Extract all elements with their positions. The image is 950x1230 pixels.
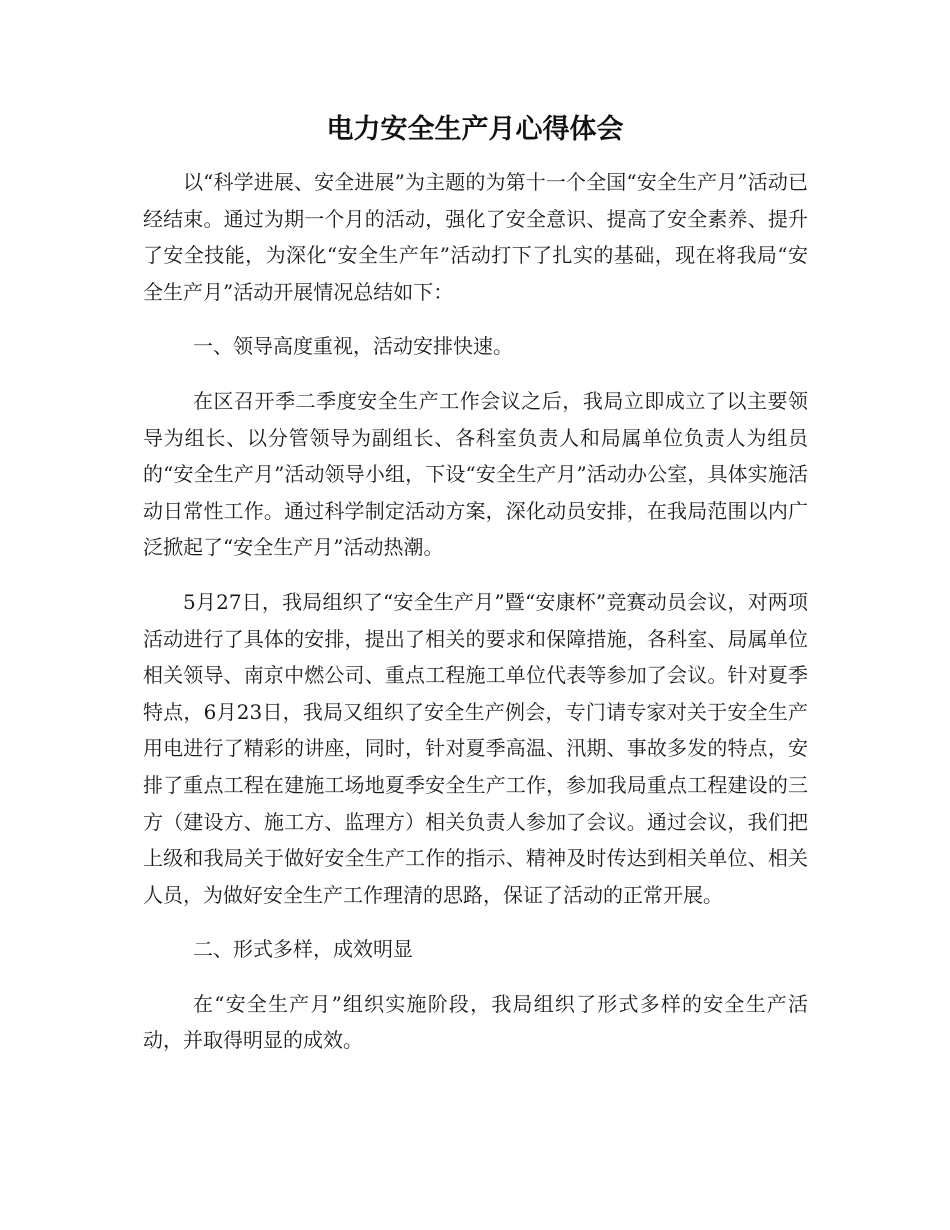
section-heading-2: 二、形式多样，成效明显 bbox=[193, 937, 413, 962]
body-paragraph-2: 5月27日，我局组织了“安全生产月”暨“安康杯”竞赛动员会议，对两项活动进行了具体的安排，提出了相关的要求和保障措施，各科室、局属单位相关领导、南京中燃公司、重点工程施工单位代表等参加了会议。针对夏季特点，6月23日，我局又组织了安全生产例会，专门请专家对关于安全生产用电进行了精彩的讲座，同时，针对夏季高温、汛期、事故多发的特点，安排了重点工程在建施工场地夏季安全生产工作，参加我局重点工程建设的三方（建设方、施工方、监理方）相关负责人参加了会议。通过会议，我们把上级和我局关于做好安全生产工作的指示、精神及时传达到相关单位、相关人员，为做好安全生产工作理清的思路，保证了活动的正常开展。 bbox=[143, 589, 808, 907]
body-paragraph-1: 在区召开季二季度安全生产工作会议之后，我局立即成立了以主要领导为组长、以分管领导为副组长、各科室负责人和局属单位负责人为组员的“安全生产月”活动领导小组，下设“安全生产月”活动办公室，具体实施活动日常性工作。通过科学制定活动方案，深化动员安排，在我局范围以内广泛掀起了“安全生产月”活动热潮。 bbox=[143, 388, 808, 560]
paragraph-gap bbox=[143, 968, 808, 986]
paragraph-gap bbox=[143, 913, 808, 931]
section-heading-1: 一、领导高度重视，活动安排快速。 bbox=[193, 334, 513, 359]
body-paragraph-3: 在“安全生产月”组织实施阶段，我局组织了形式多样的安全生产活动，并取得明显的成效。 bbox=[143, 991, 808, 1053]
document-title: 电力安全生产月心得体会 bbox=[326, 114, 624, 145]
document-body bbox=[143, 164, 808, 1059]
paragraph-gap bbox=[143, 310, 808, 328]
intro-paragraph: 以“科学进展、安全进展”为主题的为第十一个全国“安全生产月”活动已经结束。通过为期一个月的活动，强化了安全意识、提高了安全素养、提升了安全技能，为深化“安全生产年”活动打下了扎实的基础，现在将我局“安全生产月”活动开展情况总结如下： bbox=[143, 170, 808, 304]
paragraph-gap bbox=[143, 566, 808, 584]
paragraph-gap bbox=[143, 365, 808, 383]
